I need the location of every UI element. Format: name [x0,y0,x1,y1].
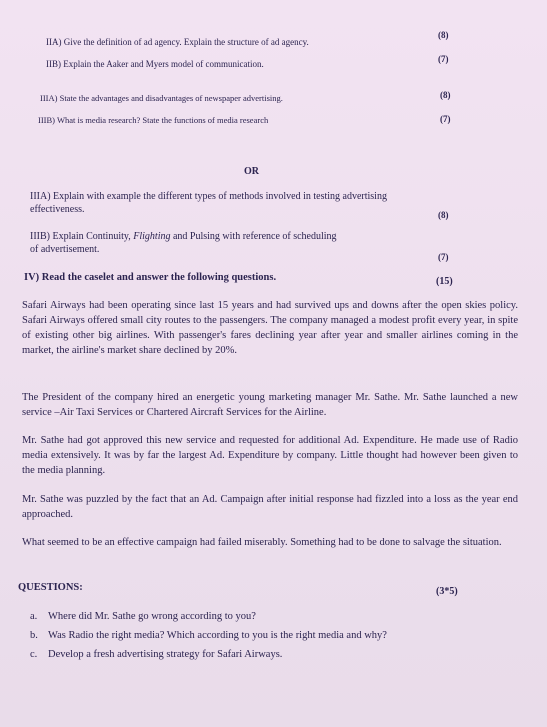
question-text: Give the definition of ad agency. Explain the structure of ad agency. [63,37,309,47]
marks-3b: (7) [440,114,451,124]
marks-3b-alt: (7) [438,252,449,262]
question-label: IIIB) [30,231,50,242]
question-label: IIB) [46,59,61,69]
question-3b [38,114,268,126]
question-label: c. [30,649,38,660]
question-text: Was Radio the right media? Which according to you is the right media and why? [48,630,387,641]
question-3b-alt [30,230,337,256]
question-label: b. [30,630,38,641]
question-2a [46,36,309,48]
question-label: IIIA) [30,191,51,202]
caselet-paragraph-1: Safari Airways had been operating since last 15 years and had survived ups and downs after the open skies policy. Safari Airways offered small city routes to the passengers. The company managed a modest profit every year, in spite of existing other big airlines. With passenger's fares declining year after year and smaller airlines coming in the market, the airline's market share declined by 20%. [22,300,518,356]
or-divider: OR [244,166,259,177]
question-label: IIA) [46,37,62,47]
question-3a [40,92,283,104]
caselet-paragraph-4: Mr. Sathe was puzzled by the fact that an Ad. Campaign after initial response had fizzled into a loss as the year end approached. [22,494,518,520]
question-text: Develop a fresh advertising strategy for Safari Airways. [48,649,283,660]
caselet-paragraph-5: What seemed to be an effective campaign had failed miserably. Something had to be done to salvage the situation. [22,537,502,548]
questions-marks: (3*5) [436,586,458,597]
caselet-paragraph-2: The President of the company hired an energetic young marketing manager Mr. Sathe. Mr. Sathe launched a new service –Air Taxi Services or Chartered Aircraft Services for the Airline. [22,392,518,418]
question-b [30,629,387,643]
question-text: State the advantages and disadvantages of newspaper advertising. [59,93,283,103]
question-2b [46,58,264,70]
question-a [30,610,256,624]
question-3a-alt [30,190,387,216]
question-text-cont: effectiveness. [30,204,85,215]
marks-3a: (8) [440,90,451,100]
question-label: IIIB) [38,115,55,125]
marks-2a: (8) [438,30,449,40]
marks-3a-alt: (8) [438,210,449,220]
marks-2b: (7) [438,54,449,64]
question-text: and Pulsing with reference of scheduling [172,231,337,242]
question-text-cont: of advertisement. [30,244,100,255]
caselet-heading: IV) Read the caselet and answer the following questions. [24,272,277,283]
caselet-paragraph-3: Mr. Sathe had got approved this new service and requested for additional Ad. Expenditure. He made use of Radio media extensively. It was by far the largest Ad. Expenditure by company. Little thought had however been given to the media planning. [22,435,518,476]
marks-4: (15) [436,276,453,287]
question-label: a. [30,611,38,622]
question-text: Explain with example the different types of methods involved in testing advertising [53,191,387,202]
question-text: Explain the Aaker and Myers model of communication. [63,59,264,69]
question-text: Explain Continuity, [52,231,131,242]
question-text-italic: Flighting [133,231,171,242]
question-label: IIIA) [40,93,58,103]
question-text: What is media research? State the functions of media research [56,115,269,125]
question-text: Where did Mr. Sathe go wrong according to you? [48,611,256,622]
question-c [30,648,282,662]
questions-heading: QUESTIONS: [18,582,83,593]
